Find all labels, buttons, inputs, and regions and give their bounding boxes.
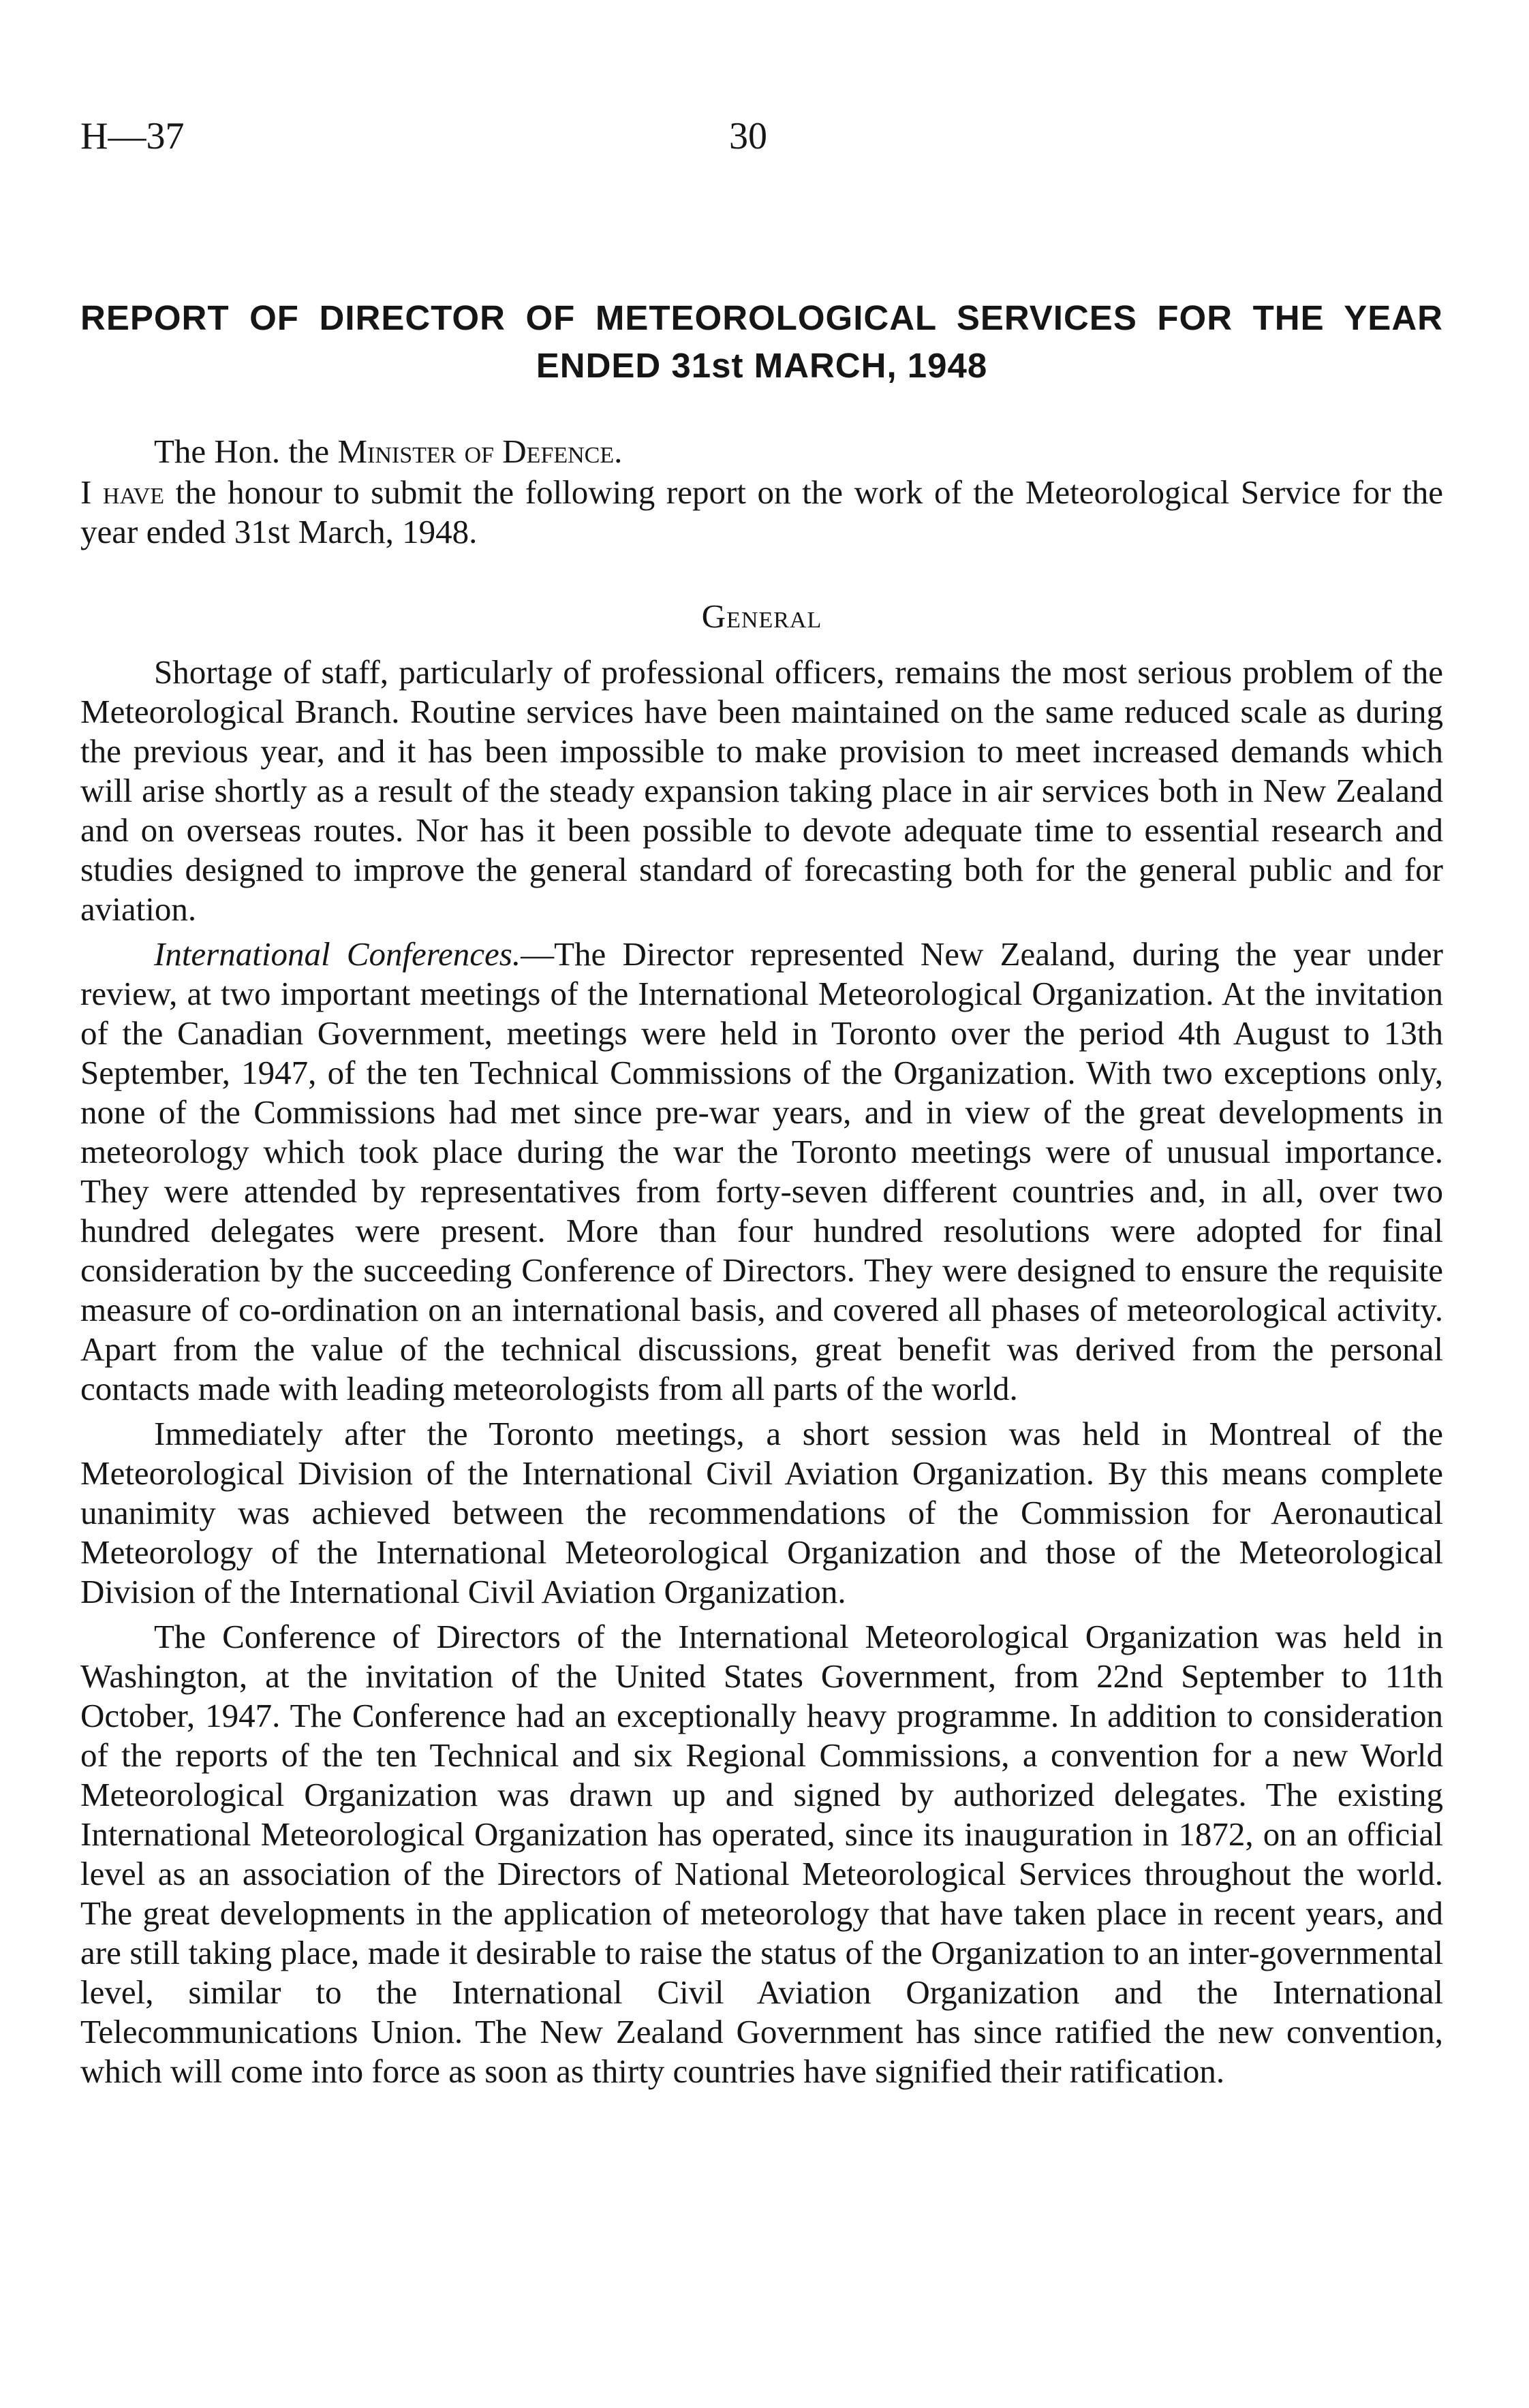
paragraph-international-conferences xyxy=(80,935,1443,1409)
intro-lead: I have xyxy=(80,473,164,511)
report-title xyxy=(80,294,1443,390)
paragraph-heading-international-conferences: International Conferences. xyxy=(154,935,521,973)
paragraph-montreal-session: Immediately after the Toronto meetings, a short session was held in Montreal of the Meteorological Division of the International Civil Aviation Organization. By this means complete unanimity was achieved between the recommendations of the Commission for Aeronautical Meteorology of the International Meteorological Organization and those of the Meteorological Division of the International Civil Aviation Organization. xyxy=(80,1415,1443,1610)
intro-paragraph xyxy=(80,473,1443,552)
salutation-prefix: The Hon. the xyxy=(154,433,338,470)
salutation-addressee: Minister of Defence. xyxy=(337,433,623,470)
paragraph-international-conferences-text: —The Director represented New Zealand, during the year under review, at two important meetings of the International Meteorological Organization. At the invitation of the Canadian Government, meetings were held in Toronto over the period 4th August to 13th September, 1947, of the ten Technical Commissions of the Organization. With two exceptions only, none of the Commissions had met since pre-war years, and in view of the great developments in meteorology which took place during the war the Toronto meetings were of unusual importance. They were attended by representatives from forty-seven different countries and, in all, over two hundred delegates were present. More than four hundred resolutions were adopted for final consideration by the succeeding Conference of Directors. They were designed to ensure the requisite measure of co-ordination on an international basis, and covered all phases of meteorological activity. Apart from the value of the technical discussions, great benefit was derived from the personal contacts made with leading meteorologists from all parts of the world. xyxy=(80,935,1443,1407)
salutation xyxy=(154,432,622,471)
paragraph-staff-shortage: Shortage of staff, particularly of professional officers, remains the most serious problem of the Meteorological Branch. Routine services have been maintained on the same reduced scale as during the previous year, and it has been impossible to make provision to meet increased demands which will arise shortly as a result of the steady expansion taking place in air services both in New Zealand and on overseas routes. Nor has it been possible to devote adequate time to essential research and studies designed to improve the general standard of forecasting both for the general public and for aviation. xyxy=(80,653,1443,928)
report-body xyxy=(80,653,1443,2097)
page-number: 30 xyxy=(729,115,767,157)
report-title-line-1: REPORT OF DIRECTOR OF METEOROLOGICAL SERVICES FOR THE YEAR xyxy=(80,298,1443,337)
intro-text: the honour to submit the following report on the work of the Meteorological Service for the year ended 31st March, 1948. xyxy=(80,473,1443,550)
document-code: H—37 xyxy=(80,115,185,157)
section-heading: General xyxy=(701,597,822,635)
report-title-line-2: ENDED 31st MARCH, 1948 xyxy=(536,346,988,385)
paragraph-washington-conference: The Conference of Directors of the International Meteorological Organization was held in Washington, at the invitation of the United States Government, from 22nd September to 11th October, 1947. The Conference had an exceptionally heavy programme. In addition to consideration of the reports of the ten Technical and six Regional Commissions, a convention for a new World Meteorological Organization was drawn up and signed by authorized delegates. The existing International Meteorological Organization has operated, since its inauguration in 1872, on an official level as an association of the Directors of National Meteorological Services throughout the world. The great developments in the application of meteorology that have taken place in recent years, and are still taking place, made it desirable to raise the status of the Organization to an inter-governmental level, similar to the International Civil Aviation Organization and the International Telecommunications Union. The New Zealand Government has since ratified the new convention, which will come into force as soon as thirty countries have signified their ratification. xyxy=(80,1618,1443,2090)
